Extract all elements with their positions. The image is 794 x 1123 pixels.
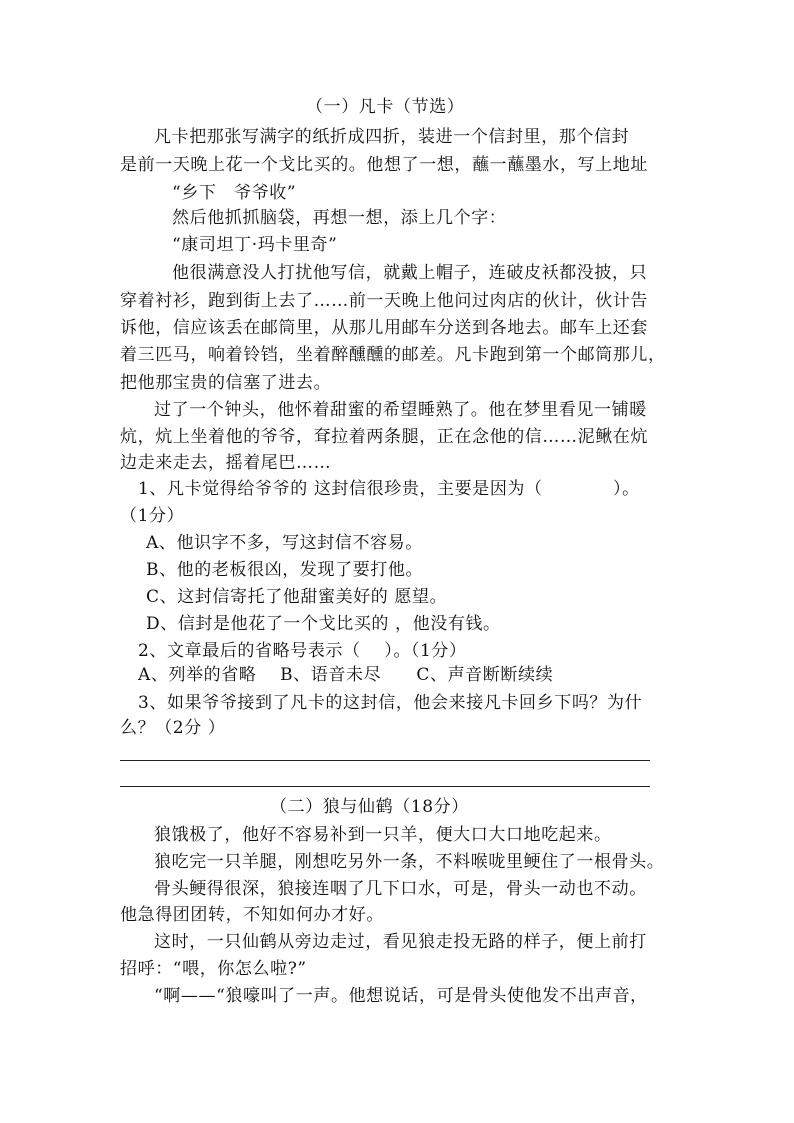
answer-line: [120, 760, 650, 761]
question-1-option-c: C、这封信寄托了他甜蜜美好的 愿望。: [146, 587, 448, 607]
address-line: “康司坦丁·玛卡里奇”: [172, 235, 338, 255]
question-1-option-d: D、信封是他花了一个戈比买的 ，他没有钱。: [146, 614, 501, 634]
section2-title: （二）狼与仙鹤（18分）: [270, 797, 469, 817]
paragraph-line: 穿着衬衫，跑到街上去了……前一天晚上他问过肉店的伙计，伙计告: [120, 291, 648, 311]
question-1-points: （1分）: [120, 506, 185, 526]
question-2-options: A、列举的省略 B、语音未尽 C、声音断断续续: [138, 665, 554, 685]
question-3-points: 么？（2分 ）: [120, 718, 226, 738]
paragraph-line: 然后他抓抓脑袋，再想一想，添上几个字：: [172, 208, 507, 228]
paragraph-line: 他很满意没人打扰他写信，就戴上帽子，连破皮袄都没披，只: [172, 263, 648, 283]
question-1: 1、凡卡觉得给爷爷的 这封信很珍贵，主要是因为（ ）。: [138, 479, 640, 499]
paragraph-line: 他急得团团转，不知如何办才好。: [120, 905, 384, 925]
paragraph-line: 招呼：“喂，你怎么啦?”: [120, 959, 307, 979]
paragraph-line: 把他那宝贵的信塞了进去。: [120, 373, 332, 393]
paragraph-line: 骨头鲠得很深，狼接连咽了几下口水，可是，骨头一动也不动。: [154, 879, 647, 899]
address-line: “乡下 爷爷收”: [172, 183, 297, 203]
paragraph-line: 这时，一只仙鹤从旁边走过，看见狼走投无路的样子，便上前打: [154, 932, 647, 952]
paragraph-line: 诉他，信应该丢在邮筒里，从那儿用邮车分送到各地去。邮车上还套: [120, 318, 648, 338]
question-2: 2、文章最后的省略号表示（ ）。（1分）: [138, 641, 467, 661]
paragraph-line: 着三匹马，响着铃铛，坐着醉醺醺的邮差。凡卡跑到第一个邮筒那儿，: [120, 345, 666, 365]
paragraph-line: 过了一个钟头，他怀着甜蜜的希望睡熟了。他在梦里看见一铺暖: [154, 400, 647, 420]
question-1-option-b: B、他的老板很凶，发现了要打他。: [146, 560, 424, 580]
paragraph-line: 是前一天晚上花一个戈比买的。他想了一想，蘸一蘸墨水，写上地址: [120, 155, 648, 175]
paragraph-line: 边走来走去，摇着尾巴……: [120, 453, 332, 473]
paragraph-line: 凡卡把那张写满字的纸折成四折，装进一个信封里，那个信封: [154, 127, 630, 147]
question-1-option-a: A、他识字不多，写这封信不容易。: [146, 533, 423, 553]
paragraph-line: “啊——“狼嚎叫了一声。他想说话，可是骨头使他发不出声音，: [154, 986, 648, 1006]
question-3: 3、如果爷爷接到了凡卡的这封信，他会来接凡卡回乡下吗？为什: [138, 693, 643, 713]
paragraph-line: 狼吃完一只羊腿，刚想吃另外一条，不料喉咙里鲠住了一根骨头。: [154, 852, 665, 872]
paragraph-line: 炕，炕上坐着他的爷爷，耷拉着两条腿，正在念他的信……泥鳅在炕: [120, 427, 648, 447]
answer-line: [120, 786, 650, 787]
paragraph-line: 狼饿极了，他好不容易补到一只羊，便大口大口地吃起来。: [154, 825, 612, 845]
section1-title: （一）凡卡（节选）: [306, 97, 465, 117]
